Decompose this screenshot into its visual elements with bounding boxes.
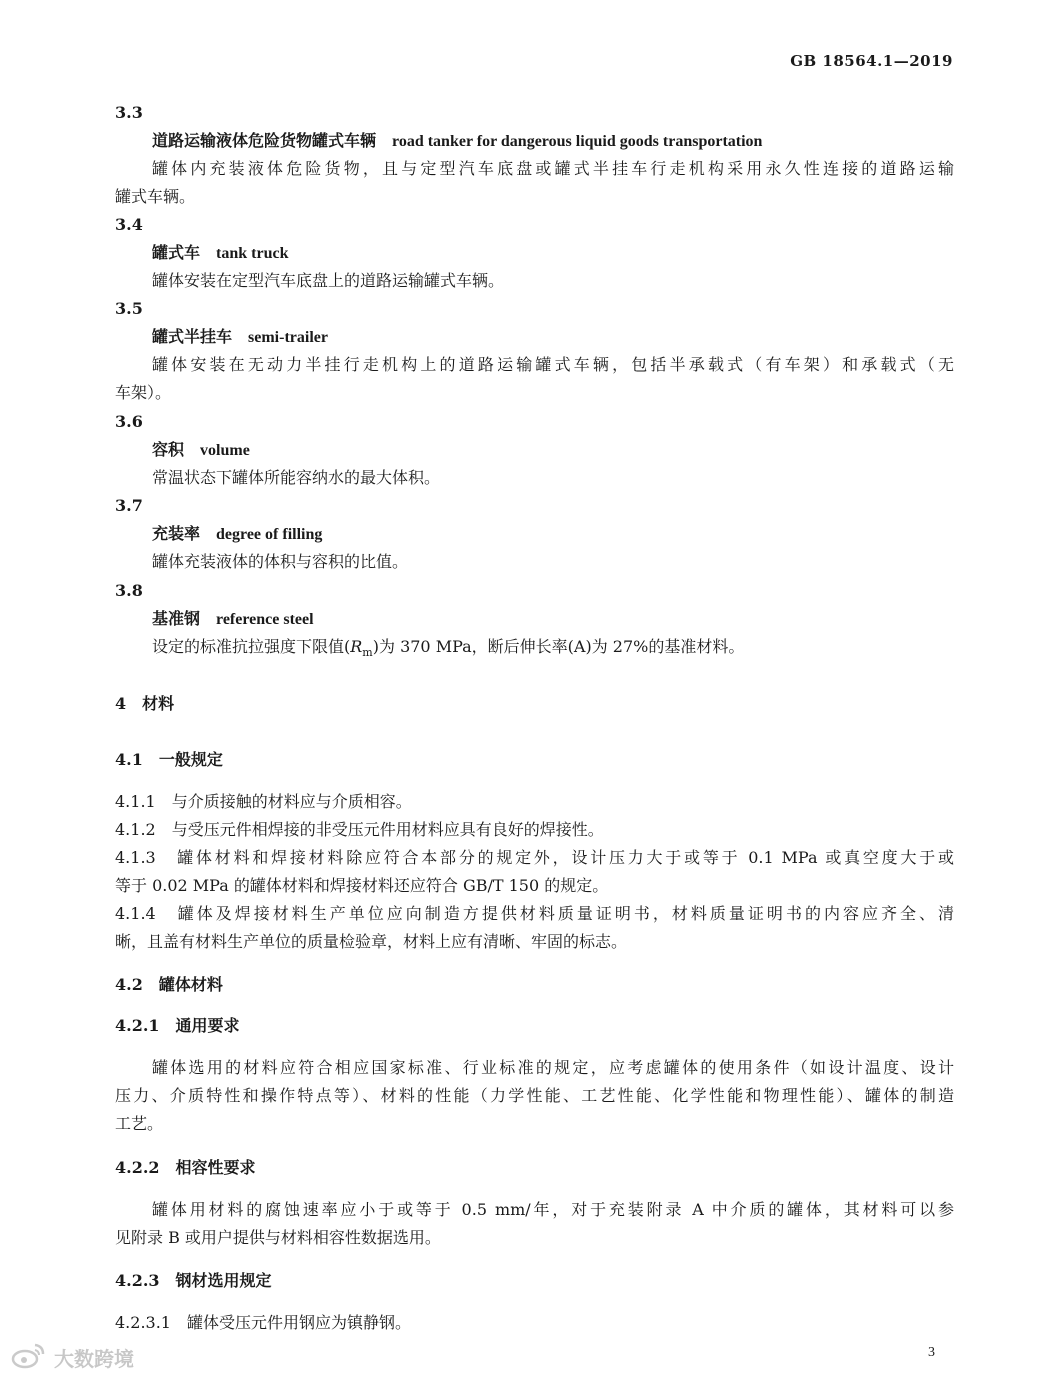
clause-4-2-3-1: 4.2.3.1 罐体受压元件用钢应为镇静钢。 bbox=[115, 1313, 411, 1332]
definition-line: 罐体安装在定型汽车底盘上的道路运输罐式车辆。 bbox=[152, 271, 505, 290]
definition-line bbox=[152, 636, 744, 660]
clause-number-3-3: 3.3 bbox=[115, 103, 143, 122]
clause-4-1-1: 4.1.1 与介质接触的材料应与介质相容。 bbox=[115, 792, 412, 811]
paragraph-line: 工艺。 bbox=[115, 1114, 164, 1133]
clause-number-3-6: 3.6 bbox=[115, 412, 143, 431]
definition-line: 常温状态下罐体所能容纳水的最大体积。 bbox=[152, 468, 441, 487]
term-cn: 罐式车 bbox=[152, 243, 201, 262]
term-3-4 bbox=[152, 242, 288, 265]
term-3-5 bbox=[152, 326, 328, 349]
symbol-subscript: m bbox=[362, 646, 373, 659]
definition-line: 罐体内充装液体危险货物，且与定型汽车底盘或罐式半挂车行走机构采用永久性连接的道路运输 bbox=[152, 159, 954, 178]
clause-4-1-3: 4.1.3 罐体材料和焊接材料除应符合本部分的规定外，设计压力大于或等于 0.1 MPa 或真空度大于或 bbox=[115, 848, 954, 867]
term-en: volume bbox=[200, 442, 250, 459]
clause-4-1-3-cont: 等于 0.02 MPa 的罐体材料和焊接材料还应符合 GB/T 150 的规定。 bbox=[115, 876, 609, 895]
term-en: reference steel bbox=[216, 611, 314, 628]
term-cn: 罐式半挂车 bbox=[152, 327, 233, 346]
weibo-logo-icon bbox=[10, 1340, 48, 1374]
term-3-3 bbox=[152, 130, 762, 153]
clause-number-3-7: 3.7 bbox=[115, 496, 143, 515]
standard-code: GB 18564.1—2019 bbox=[790, 52, 953, 70]
section-heading-4-2-2: 4.2.2 相容性要求 bbox=[115, 1158, 256, 1177]
clause-number-3-8: 3.8 bbox=[115, 581, 143, 600]
definition-line: 车架）。 bbox=[115, 383, 172, 402]
term-cn: 容积 bbox=[152, 440, 185, 459]
section-heading-4: 4 材料 bbox=[115, 694, 175, 713]
watermark bbox=[10, 1340, 134, 1374]
term-en: road tanker for dangerous liquid goods transportation bbox=[392, 133, 763, 150]
clause-number-3-4: 3.4 bbox=[115, 215, 143, 234]
section-heading-4-2: 4.2 罐体材料 bbox=[115, 975, 223, 994]
term-en: tank truck bbox=[216, 245, 289, 262]
definition-text: )为 370 MPa，断后伸长率(A)为 27%的基准材料。 bbox=[372, 637, 745, 656]
definition-line: 罐体充装液体的体积与容积的比值。 bbox=[152, 552, 409, 571]
section-heading-4-1: 4.1 一般规定 bbox=[115, 750, 223, 769]
term-en: semi-trailer bbox=[248, 329, 328, 346]
term-3-7 bbox=[152, 523, 322, 546]
term-3-6 bbox=[152, 439, 250, 462]
watermark-text: 大数跨境 bbox=[54, 1346, 134, 1371]
paragraph-line: 罐体用材料的腐蚀速率应小于或等于 0.5 mm/年，对于充装附录 A 中介质的罐体，其材料可以参 bbox=[152, 1200, 954, 1219]
page-number: 3 bbox=[928, 1345, 935, 1360]
definition-line: 罐体安装在无动力半挂行走机构上的道路运输罐式车辆，包括半承载式（有车架）和承载式（无 bbox=[152, 355, 954, 374]
clause-4-1-2: 4.1.2 与受压元件相焊接的非受压元件用材料应具有良好的焊接性。 bbox=[115, 820, 604, 839]
clause-4-1-4: 4.1.4 罐体及焊接材料生产单位应向制造方提供材料质量证明书，材料质量证明书的内容应齐全、清 bbox=[115, 904, 954, 923]
term-3-8 bbox=[152, 608, 314, 631]
clause-4-1-4-cont: 晰，且盖有材料生产单位的质量检验章，材料上应有清晰、牢固的标志。 bbox=[115, 932, 628, 951]
term-cn: 基准钢 bbox=[152, 609, 201, 628]
term-cn: 充装率 bbox=[152, 524, 201, 543]
paragraph-line: 压力、介质特性和操作特点等）、材料的性能（力学性能、工艺性能、化学性能和物理性能）、罐体的制造 bbox=[115, 1086, 954, 1105]
section-heading-4-2-1: 4.2.1 通用要求 bbox=[115, 1016, 240, 1035]
term-en: degree of filling bbox=[216, 526, 323, 543]
definition-line: 罐式车辆。 bbox=[115, 187, 196, 206]
term-cn: 道路运输液体危险货物罐式车辆 bbox=[152, 131, 377, 150]
symbol-r: R bbox=[350, 637, 363, 656]
clause-number-3-5: 3.5 bbox=[115, 299, 143, 318]
section-heading-4-2-3: 4.2.3 钢材选用规定 bbox=[115, 1271, 272, 1290]
paragraph-line: 见附录 B 或用户提供与材料相容性数据选用。 bbox=[115, 1228, 441, 1247]
definition-text: 设定的标准抗拉强度下限值( bbox=[152, 637, 351, 656]
paragraph-line: 罐体选用的材料应符合相应国家标准、行业标准的规定，应考虑罐体的使用条件（如设计温度、设计 bbox=[152, 1058, 954, 1077]
